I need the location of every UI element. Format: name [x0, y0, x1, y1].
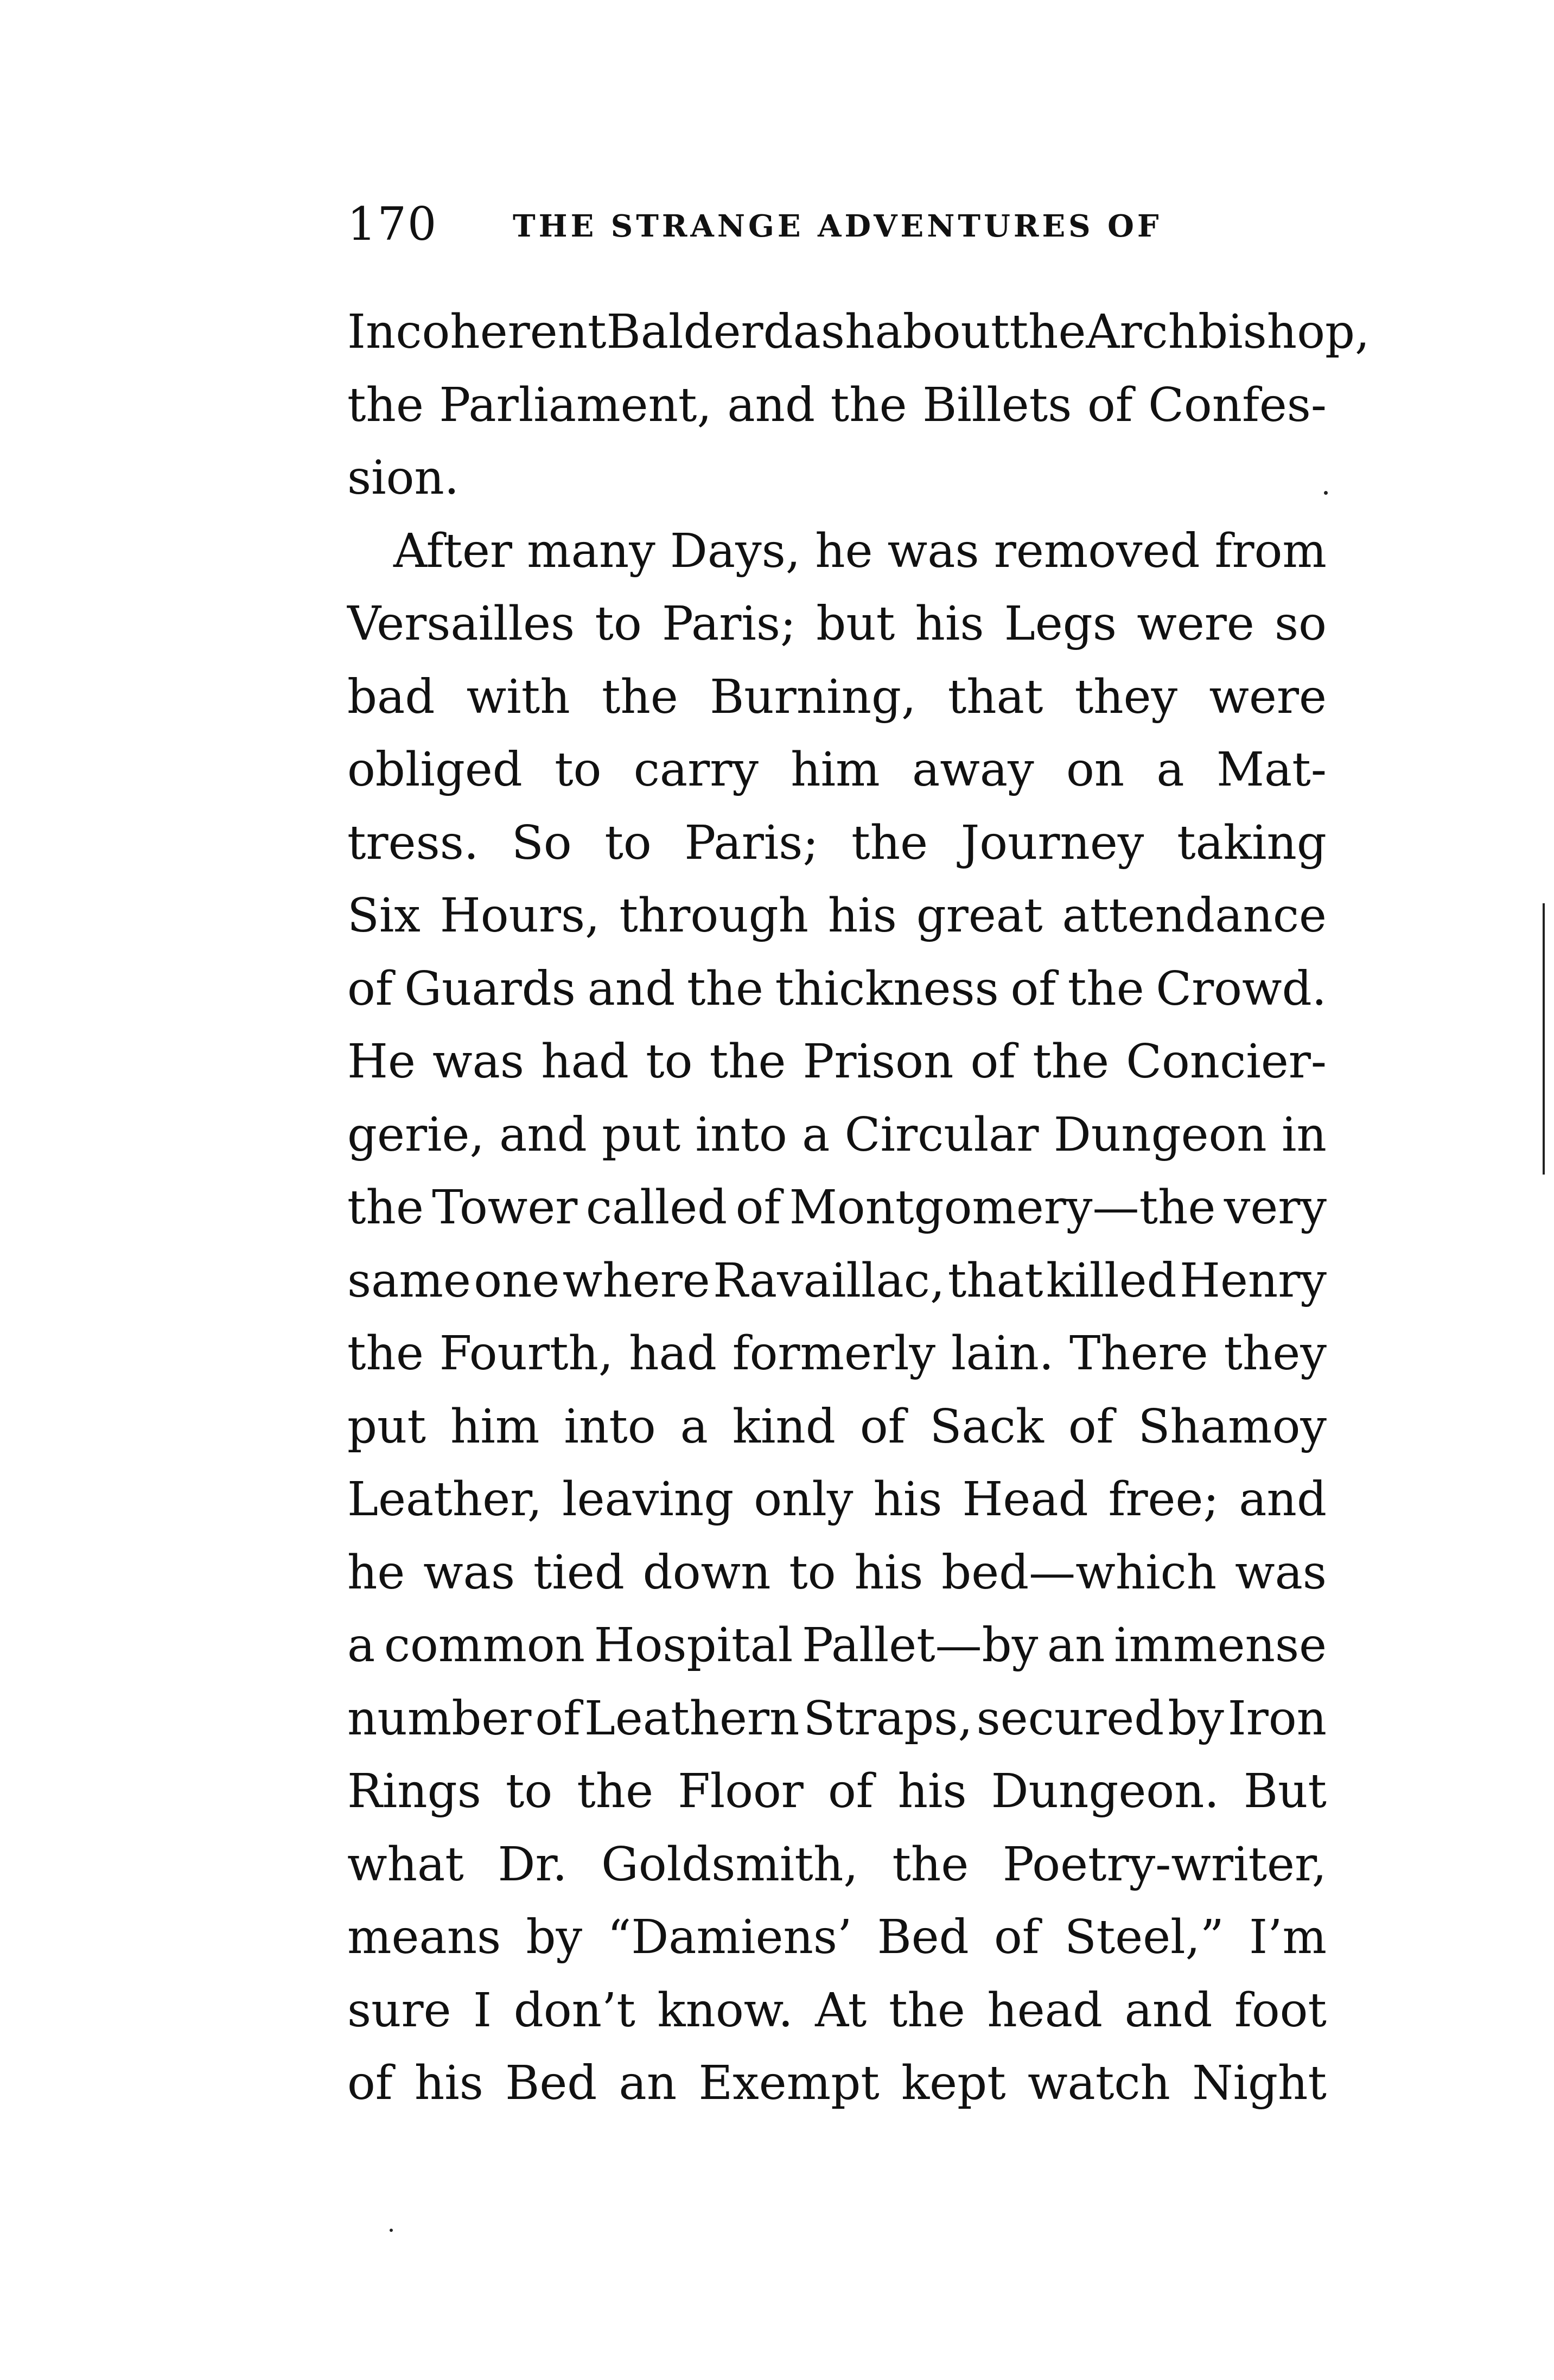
text-line — [347, 1245, 1327, 1318]
word: Iron — [1227, 1691, 1327, 1746]
word: Paris; — [662, 597, 797, 651]
word: called — [585, 1181, 728, 1235]
word: obliged — [347, 743, 523, 797]
word: After — [393, 524, 512, 578]
word: Dungeon. — [991, 1764, 1219, 1819]
running-head — [347, 194, 1324, 254]
word: Fourth, — [439, 1326, 614, 1381]
word: of — [347, 2056, 393, 2110]
word: his — [897, 1764, 967, 1819]
word: Bed — [877, 1910, 969, 1964]
word: of — [993, 1910, 1040, 1964]
word: Archbishop, — [1086, 305, 1370, 359]
text-line — [347, 1536, 1327, 1610]
text-line — [347, 1390, 1327, 1464]
word: his — [827, 889, 897, 943]
word: Burning, — [710, 669, 916, 724]
word: the — [347, 1326, 424, 1381]
word: the — [1067, 961, 1144, 1016]
text-line — [347, 1828, 1327, 1902]
word: gerie, — [347, 1107, 485, 1162]
word: his — [915, 597, 984, 651]
word: Crowd. — [1156, 961, 1327, 1016]
word: Days, — [670, 524, 801, 578]
word: sure — [347, 1983, 451, 2038]
word: to — [595, 597, 642, 651]
text-line — [347, 1025, 1327, 1099]
speck-mark — [390, 2229, 393, 2232]
word: Rings — [347, 1764, 481, 1819]
text-line — [347, 879, 1327, 953]
word: a — [680, 1399, 708, 1454]
word: carry — [633, 743, 759, 797]
word: a — [802, 1107, 830, 1162]
word: Dr. — [498, 1837, 568, 1892]
word: Hours, — [440, 889, 600, 943]
word: of — [1010, 961, 1056, 1016]
word: But — [1243, 1764, 1327, 1819]
word: and — [1124, 1983, 1213, 2038]
word: Henry — [1179, 1253, 1327, 1308]
word: they — [1224, 1326, 1327, 1381]
word: So — [511, 815, 572, 870]
word: Goldsmith, — [601, 1837, 858, 1892]
word: Paris; — [684, 815, 819, 870]
word: put — [347, 1399, 426, 1454]
word: Pallet—by — [801, 1618, 1039, 1673]
word: Billets — [922, 378, 1072, 432]
word: the — [892, 1837, 969, 1892]
word: him — [791, 743, 880, 797]
text-line — [347, 661, 1327, 734]
text-line — [347, 1609, 1327, 1682]
word: Dungeon — [1053, 1107, 1267, 1162]
text-line — [347, 1974, 1327, 2047]
word: were — [1137, 597, 1254, 651]
word: very — [1224, 1181, 1327, 1235]
word: of — [347, 961, 393, 1016]
word: the — [851, 815, 928, 870]
word: Exempt — [698, 2056, 880, 2110]
word: Journey — [960, 815, 1144, 870]
word: Head — [962, 1472, 1088, 1527]
word: about — [875, 305, 1010, 359]
word: but — [816, 597, 895, 651]
word: his — [414, 2056, 483, 2110]
word: the — [830, 378, 907, 432]
word: Parliament, — [439, 378, 712, 432]
word: leaving — [562, 1472, 734, 1527]
word: secured — [976, 1691, 1164, 1746]
word: attendance — [1062, 889, 1327, 943]
word: and — [499, 1107, 587, 1162]
word: Six — [347, 889, 421, 943]
word: to — [789, 1545, 836, 1600]
word: great — [916, 889, 1043, 943]
word: Legs — [1004, 597, 1117, 651]
word: and — [727, 378, 816, 432]
word: I — [473, 1983, 492, 2038]
word: Shamoy — [1138, 1399, 1327, 1454]
text-line — [347, 1463, 1327, 1536]
word: that — [947, 1253, 1043, 1308]
text-line — [347, 369, 1327, 442]
word: removed — [993, 524, 1200, 578]
word: were — [1209, 669, 1327, 724]
word: by — [526, 1910, 583, 1964]
word: kept — [901, 2056, 1006, 2110]
word: I’m — [1249, 1910, 1327, 1964]
text-line — [347, 1317, 1327, 1390]
word: had — [541, 1035, 629, 1089]
word: Confes- — [1148, 378, 1327, 432]
word: of — [1068, 1399, 1114, 1454]
word: to — [505, 1764, 553, 1819]
word: of — [970, 1035, 1016, 1089]
text-line — [347, 442, 1327, 515]
word: a — [347, 1618, 375, 1673]
word: into — [695, 1107, 787, 1162]
word: what — [347, 1837, 464, 1892]
word: Leathern — [584, 1691, 800, 1746]
word: Poetry-writer, — [1002, 1837, 1327, 1892]
word: he — [347, 1545, 405, 1600]
word: so — [1275, 597, 1327, 651]
text-line — [347, 733, 1327, 807]
word: tress. — [347, 815, 479, 870]
word: the — [687, 961, 763, 1016]
word: kind — [732, 1399, 836, 1454]
word: the — [709, 1035, 786, 1089]
word: taking — [1177, 815, 1327, 870]
word: was — [423, 1545, 515, 1600]
word: Incoherent — [347, 305, 607, 359]
word: Steel,” — [1064, 1910, 1224, 1964]
word: Mat- — [1216, 743, 1327, 797]
word: sion. — [347, 451, 460, 505]
word: immense — [1114, 1618, 1327, 1673]
word: bad — [347, 669, 435, 724]
word: that — [947, 669, 1043, 724]
word: Concier- — [1126, 1035, 1327, 1089]
word: in — [1282, 1107, 1327, 1162]
word: the — [1033, 1035, 1110, 1089]
word: of — [827, 1764, 874, 1819]
word: to — [646, 1035, 693, 1089]
word: know. — [657, 1983, 793, 2038]
text-line — [347, 2047, 1327, 2120]
word: There — [1069, 1326, 1208, 1381]
word: Versailles — [347, 597, 575, 651]
word: an — [1047, 1618, 1105, 1673]
word: down — [642, 1545, 771, 1600]
page-number: 170 — [347, 197, 438, 251]
word: to — [555, 743, 602, 797]
word: was — [1234, 1545, 1327, 1600]
word: the — [601, 669, 678, 724]
word: the — [347, 378, 424, 432]
text-line — [347, 1901, 1327, 1974]
word: and — [1239, 1472, 1327, 1527]
word: him — [450, 1399, 540, 1454]
word: common — [384, 1618, 585, 1673]
word: Montgomery—the — [789, 1181, 1216, 1235]
word: number — [347, 1691, 532, 1746]
text-line — [347, 515, 1327, 588]
word: and — [587, 961, 676, 1016]
word: thickness — [775, 961, 999, 1016]
text-line — [347, 807, 1327, 880]
word: lain. — [951, 1326, 1054, 1381]
word: At — [815, 1983, 867, 2038]
word: his — [873, 1472, 942, 1527]
word: free; — [1108, 1472, 1219, 1527]
word: on — [1066, 743, 1125, 797]
word: was — [887, 524, 979, 578]
word: tied — [533, 1545, 625, 1600]
word: the — [888, 1983, 965, 2038]
word: “Damiens’ — [607, 1910, 852, 1964]
word: Sack — [929, 1399, 1044, 1454]
word: Bed — [505, 2056, 597, 2110]
word: away — [912, 743, 1034, 797]
word: Straps, — [803, 1691, 973, 1746]
word: he — [815, 524, 873, 578]
word: had — [629, 1326, 717, 1381]
word: Prison — [803, 1035, 954, 1089]
text-line — [347, 1099, 1327, 1172]
word: to — [604, 815, 652, 870]
text-line — [347, 1171, 1327, 1245]
word: an — [619, 2056, 677, 2110]
word: Balderdash — [606, 305, 875, 359]
word: from — [1214, 524, 1327, 578]
word: killed — [1046, 1253, 1177, 1308]
word: was — [432, 1035, 525, 1089]
word: the — [347, 1181, 424, 1235]
text-line — [347, 953, 1327, 1026]
word: the — [1009, 305, 1086, 359]
word: same — [347, 1253, 471, 1308]
word: of — [535, 1691, 581, 1746]
word: Circular — [844, 1107, 1039, 1162]
word: his — [854, 1545, 924, 1600]
word: He — [347, 1035, 416, 1089]
word: of — [859, 1399, 906, 1454]
word: by — [1168, 1691, 1224, 1746]
word: Guards — [404, 961, 576, 1016]
text-line — [347, 1755, 1327, 1828]
body-text — [347, 296, 1370, 2120]
word: formerly — [732, 1326, 936, 1381]
word: watch — [1027, 2056, 1170, 2110]
word: one — [474, 1253, 560, 1308]
word: don’t — [513, 1983, 635, 2038]
text-line — [347, 296, 1370, 369]
speck-mark — [1324, 491, 1328, 495]
word: a — [1156, 743, 1184, 797]
word: many — [527, 524, 655, 578]
word: through — [619, 889, 809, 943]
margin-rule-mark — [1543, 903, 1545, 1175]
word: foot — [1234, 1983, 1327, 2038]
word: bed—which — [941, 1545, 1217, 1600]
word: the — [577, 1764, 654, 1819]
word: with — [466, 669, 570, 724]
word: head — [987, 1983, 1103, 2038]
word: Leather, — [347, 1472, 543, 1527]
word: they — [1074, 669, 1178, 724]
word: of — [1087, 378, 1133, 432]
word: means — [347, 1910, 501, 1964]
word: Tower — [432, 1181, 578, 1235]
word: Ravaillac, — [713, 1253, 945, 1308]
word: where — [562, 1253, 710, 1308]
word: only — [754, 1472, 854, 1527]
text-line — [347, 588, 1327, 661]
word: Floor — [678, 1764, 804, 1819]
word: put — [602, 1107, 681, 1162]
word: into — [564, 1399, 656, 1454]
word: Night — [1192, 2056, 1327, 2110]
text-line — [347, 1682, 1327, 1756]
running-title: THE STRANGE ADVENTURES OF — [513, 208, 1162, 244]
word: Hospital — [594, 1618, 793, 1673]
word: of — [735, 1181, 781, 1235]
